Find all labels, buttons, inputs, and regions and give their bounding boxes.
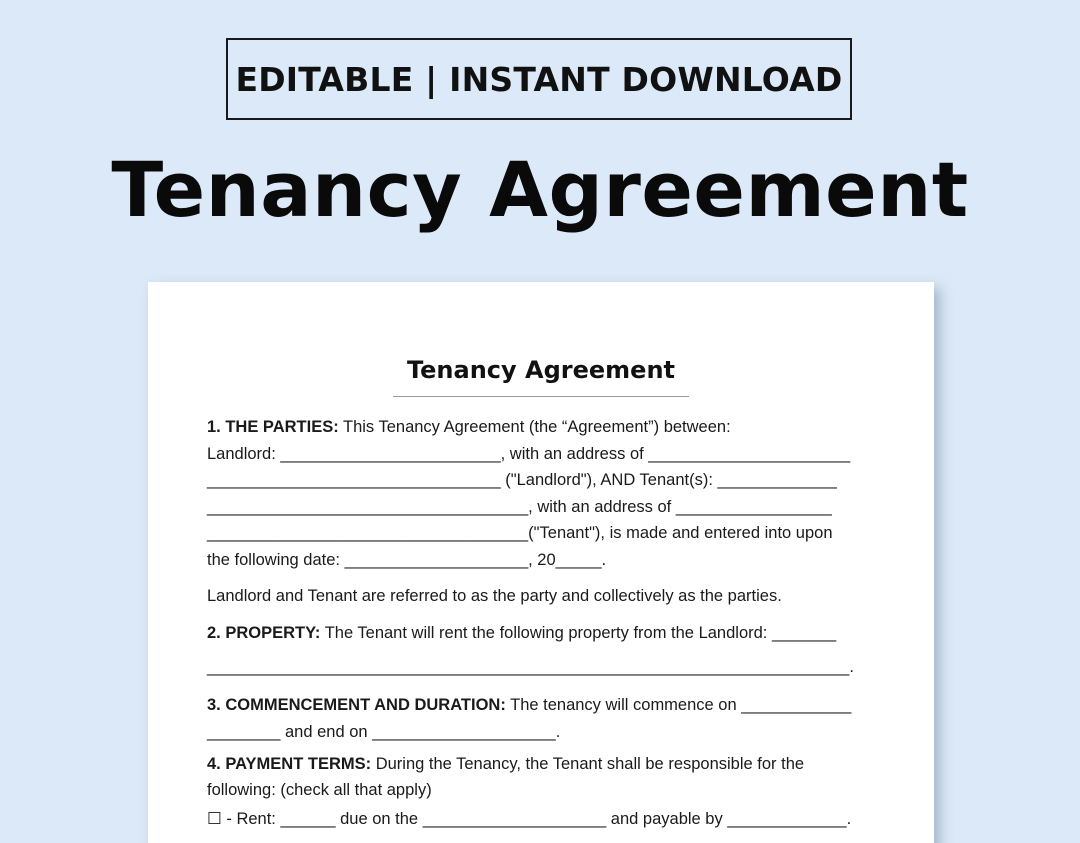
badge-text: EDITABLE | INSTANT DOWNLOAD <box>235 59 843 99</box>
parties-line-2: Landlord: ________________________, with an address of ______________________ <box>207 445 851 463</box>
parties-note: Landlord and Tenant are referred to as the party and collectively as the parties. <box>207 587 782 605</box>
parties-text-1: This Tenancy Agreement (the “Agreement”) between: <box>343 418 731 436</box>
payment-heading: 4. PAYMENT TERMS: <box>207 755 372 773</box>
title-underline <box>393 396 689 397</box>
parties-line-5: ___________________________________("Tenant"), is made and entered into upon <box>207 524 833 542</box>
property-text-1: The Tenant will rent the following property from the Landlord: _______ <box>324 624 837 642</box>
property-heading: 2. PROPERTY: <box>207 624 321 642</box>
commencement-text-1: The tenancy will commence on ____________ <box>510 696 852 714</box>
payment-line-2: following: (check all that apply) <box>207 781 432 799</box>
payment-line-1 <box>207 753 804 775</box>
instant-download-badge <box>226 38 852 120</box>
property-line-2: ______________________________________________________________________. <box>207 658 854 676</box>
hero-title: Tenancy Agreement <box>111 145 969 234</box>
parties-line-3: ________________________________ ("Landlord"), AND Tenant(s): _____________ <box>207 471 837 489</box>
parties-line-6: the following date: ____________________, 20_____. <box>207 551 607 569</box>
parties-line-1 <box>207 416 731 438</box>
commencement-line-1 <box>207 694 851 716</box>
commencement-heading: 3. COMMENCEMENT AND DURATION: <box>207 696 506 714</box>
parties-line-4: ___________________________________, with an address of _________________ <box>207 498 832 516</box>
document-preview <box>148 282 934 843</box>
property-line-1 <box>207 622 836 644</box>
document-title: Tenancy Agreement <box>406 356 676 384</box>
rent-checkbox-line: ☐ - Rent: ______ due on the ____________________ and payable by _____________. <box>207 810 852 828</box>
parties-heading: 1. THE PARTIES: <box>207 418 339 436</box>
payment-text-1: During the Tenancy, the Tenant shall be responsible for the <box>375 755 805 773</box>
commencement-line-2: ________ and end on ____________________. <box>207 723 561 741</box>
